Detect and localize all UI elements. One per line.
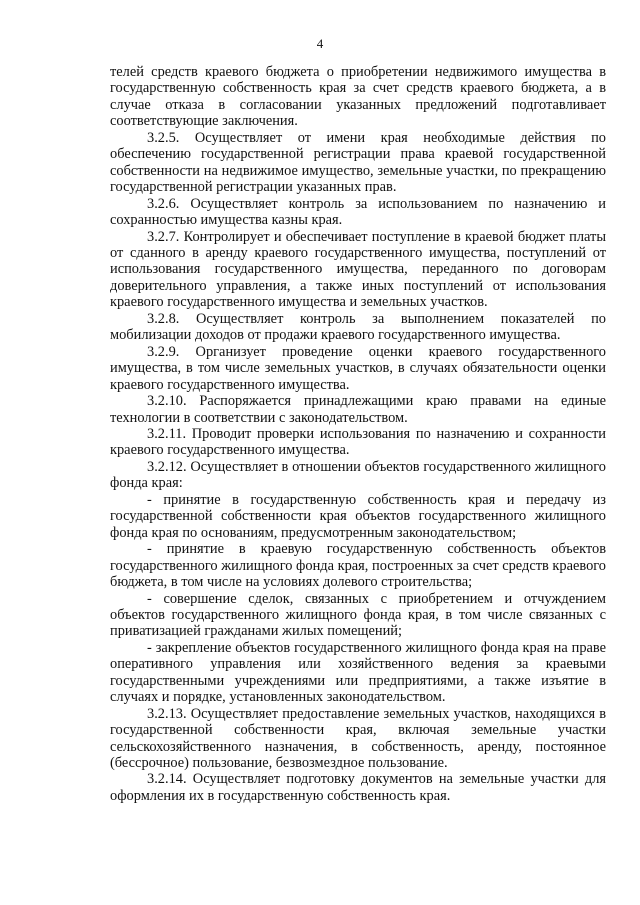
list-item-acceptance-built: - принятие в краевую государственную собственность объектов государственного жилищного фонда края, построенных за счет средств краевого бюджета, в том числе на условиях долевого строительства;	[110, 541, 606, 591]
paragraph-3-2-14: 3.2.14. Осуществляет подготовку документов на земельные участки для оформления их в государственную собственность края.	[110, 771, 606, 804]
paragraph-3-2-11: 3.2.11. Проводит проверки использования по назначению и сохранности краевого государственного имущества.	[110, 425, 606, 459]
paragraph-continuation: телей средств краевого бюджета о приобретении недвижимого имущества в государственную собственность края за счет средств краевого бюджета, а в случае отказа в согласовании указанных предложений подготавливает соответствующие заключения.	[110, 64, 606, 130]
list-item-assignment: - закрепление объектов государственного жилищного фонда края на праве оперативного управления или хозяйственного ведения за краевыми государственными учреждениями или предприятиями, а также изъятие в случаях и порядке, установленных законодательством.	[110, 639, 606, 706]
paragraph-3-2-6: 3.2.6. Осуществляет контроль за использованием по назначению и сохранностью имущества казны края.	[110, 195, 606, 229]
paragraph-3-2-7: 3.2.7. Контролирует и обеспечивает поступление в краевой бюджет платы от сданного в аренду краевого государственного имущества, поступлений от использования государственного имущества, переданного по договорам доверительного управления, а также иных поступлений от использования краевого государственного имущества и земельных участков.	[110, 228, 606, 311]
paragraph-3-2-8: 3.2.8. Осуществляет контроль за выполнением показателей по мобилизации доходов от продажи краевого государственного имущества.	[110, 310, 606, 344]
paragraph-3-2-5: 3.2.5. Осуществляет от имени края необходимые действия по обеспечению государственной регистрации права краевой государственной собственности на недвижимое имущество, земельные участки, по прекращению государственной регистрации указанных прав.	[110, 129, 606, 196]
list-item-transactions: - совершение сделок, связанных с приобретением и отчуждением объектов государственного жилищного фонда края, в том числе связанных с приватизацией гражданами жилых помещений;	[110, 590, 606, 640]
paragraph-3-2-12: 3.2.12. Осуществляет в отношении объектов государственного жилищного фонда края:	[110, 458, 606, 492]
page-number: 4	[316, 36, 324, 51]
paragraph-3-2-9: 3.2.9. Организует проведение оценки краевого государственного имущества, в том числе земельных участков, в случаях обязательности оценки краевого государственного имущества.	[110, 343, 606, 393]
paragraph-3-2-13: 3.2.13. Осуществляет предоставление земельных участков, находящихся в государственной собственности края, включая земельные участки сельскохозяйственного назначения, в собственность, аренду, постоянное (бессрочное) пользование, безвозмездное пользование.	[110, 705, 606, 772]
paragraph-3-2-10: 3.2.10. Распоряжается принадлежащими краю правами на единые технологии в соответствии с законодательством.	[110, 393, 606, 426]
list-item-acceptance-transfer: - принятие в государственную собственность края и передачу из государственной собственности края объектов государственного жилищного фонда края по основаниям, предусмотренным законодательством;	[110, 491, 606, 541]
document-body	[110, 64, 606, 804]
